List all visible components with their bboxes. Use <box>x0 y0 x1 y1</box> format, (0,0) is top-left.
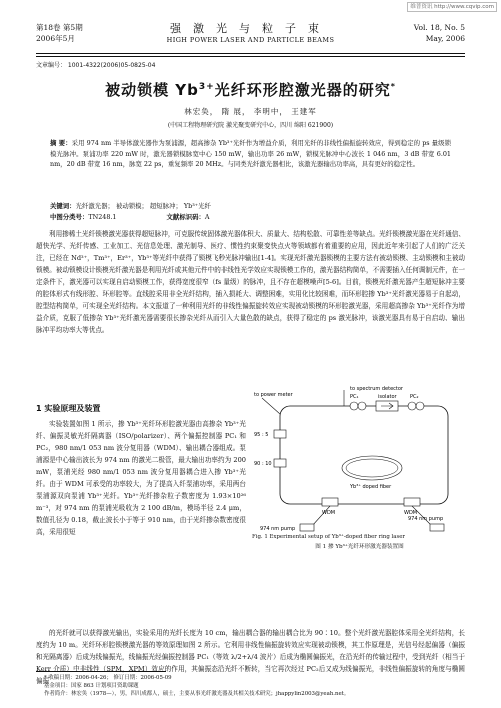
footnote-received: * 收稿日期：2006-04-26； 修订日期：2006-05-09 <box>44 675 172 681</box>
coupler-95-5 <box>274 430 286 438</box>
volume-en: Vol. 18, No. 5 <box>413 23 465 32</box>
paper-title <box>36 79 465 100</box>
abstract-label: 摘 要： <box>50 139 72 147</box>
label-wdm-right: WDM <box>404 510 418 516</box>
clc-value: TN248.1 <box>88 213 117 221</box>
intro-paragraph: 利用掺稀土光纤锁模激光器获得超短脉冲，可克服传统固体激光器体积大、质量大、结构松散、可靠性差等缺点。光纤锁模激光器在光纤通信、超快光学、光纤传感、工业加工、光信息处理、激光制导、医疗、惯性约束聚变快点火等领域都有着重要的应用，因此近年来引起了人们的广泛关注，已经在 Nd³⁺，Tm³⁺，Er³⁺，Yb³⁺等光纤中获得了锁模飞秒光脉冲输出[1-4]。实现光纤激光器锁模的主要方法有被动锁模、主动锁模和主被动锁模。被动锁模设计锁模光纤激光器是利用光纤或其他元件中的非线性光学效应实现锁模工作的，激光器结构简单，不需要插入任何调制元件，在一定条件下，激光器可以实现自启动锁模工作，获得宽度很窄（fs 量级）的脉冲，且不存在超模噪声[5-6]。目前，锁模光纤激光器产生超短脉冲主要的腔体形式有线形腔、环形腔等。直线腔采用非全光纤结构，插入损耗大、调整困难，实用化比较困难，而环形腔掺 Yb³⁺光纤激光器易于自起动，腔型结构简单，可实现全光纤结构。本文报道了一种利用光纤的非线性偏振旋转效应实现被动锁模的环形腔激光器，采用超高掺杂 Yb³⁺光纤作为增益介质，克服了低掺杂 Yb³⁺光纤激光器需要很长掺杂光纤从而引入大量色散的缺点，获得了稳定的 ps 激光脉冲，该激光器具有易于自启动、输出脉冲平均功率大等优点。 <box>36 230 466 335</box>
label-wdm-left: WDM <box>322 510 336 516</box>
setup-diagram <box>252 384 467 534</box>
journal-name-cn: 强激光与粒子束 <box>170 22 331 35</box>
label-power-meter: to power meter <box>254 392 293 398</box>
watermark-stamp: 维普资讯 http://www.cqvip.com <box>407 2 497 12</box>
label-spectrum: to spectrum detector <box>350 386 403 392</box>
classification-line <box>50 212 451 221</box>
title-sup: 3+ <box>198 82 215 92</box>
title-post: 光纤环形腔激光器的研究 <box>214 81 391 99</box>
coupler-90-10 <box>274 459 286 467</box>
pump-left-box <box>300 524 314 531</box>
pc1-symbol <box>350 402 358 410</box>
date-en: May, 2006 <box>425 34 465 43</box>
title-pre: 被动锁模 Yb <box>105 81 199 99</box>
header-right <box>414 22 465 44</box>
power-branch <box>262 398 280 414</box>
footnote-funding: 基金项目：国家 863 计划项目资助课题 <box>44 683 139 690</box>
doped-fiber-coil <box>342 456 402 480</box>
section-heading: 1 实验原理及装置 <box>36 404 101 413</box>
label-coupler-90-10: 90 : 10 <box>254 461 272 467</box>
author-list: 林宏奂， 隋 展， 李明中， 王建军 <box>184 107 317 116</box>
keywords-label: 关键词： <box>50 202 76 210</box>
figure-caption-en: Fig. 1 Experimental setup of Yb³⁺-doped fiber ring laser <box>252 534 405 540</box>
volume-cn: 第18卷 第5期 <box>36 23 83 32</box>
header-rule-thick <box>36 53 465 54</box>
pump-left-line <box>312 506 330 526</box>
label-pump-right: 974 nm pump <box>408 516 444 522</box>
full-width-text: 的光纤就可以获得激光输出，实验采用的光纤长度为 10 cm，输出耦合器的输出耦合比为 90∶10。整个光纤激光器腔体采用全光纤结构，长度约为 10 m。光纤环形腔锁模激光器的等效原理如图 2 所示。它利用非线性偏振旋转效应实现被动锁模，其工作原理是，光信号经起偏器（偏振和光隔离器）后成为线偏振光，线偏振光经偏振控制器 PC₁（等效 λ/2+λ/4 波片）后成为椭圆偏振光，在沿光纤的传输过程中，受到光纤（相当于 Kerr 介质）中非线性（SPM，XPM）效应的作用，其偏振态沿光纤不断转，当它再次经过 PC₂后又成为线偏振光，非线性偏振旋转的角度与椭圆偏振 <box>36 629 465 686</box>
pc1-symbol-b <box>358 402 366 410</box>
article-number: 文章编号： 1001-4322(2006)05-0825-04 <box>36 62 156 69</box>
left-column-text: 实验装置如图 1 所示，掺 Yb³⁺光纤环形腔激光器由高掺杂 Yb³⁺光纤、偏振灵敏光纤隔离器（ISO/polarizer）、两个偏振控制器 PC₁ 和 PC₂，980 nm/1 053 nm 波分复用器（WDM）、输出耦合器组成。泵浦源是中心输出波长为 974 nm 的激光二极管，最大输出功率约为 200 mW，泵浦光经 980 nm/1 053 nm 波分复用器耦合进入掺 Yb³⁺光纤。由于 WDM 可承受的功率较大，为了提高入纤泵浦功率，采用两台泵浦源双向泵浦 Yb³⁺光纤。Yb³⁺光纤掺杂粒子数密度为 1.93×10²⁶ m⁻³，对 974 nm 的泵浦光吸收为 2 100 dB/m，模场半径 2.4 μm，数值孔径为 0.18，截止波长小于等于 910 nm，由于光纤掺杂数密度很高，采用很短 <box>36 420 246 537</box>
figure-caption-cn: 图 1 掺 Yb³⁺光纤环形激光器装置图 <box>315 544 404 550</box>
abstract-text: 采用 974 nm 半导体激光器作为泵浦源，超高掺杂 Yb³⁺光纤作为增益介质，利用光纤的非线性偏振旋转效应，得到稳定的 ps 量级锁模光脉冲。泵浦功率 220 mW 时，激光器锁模脉宽中心 150 mW，输出功率 26 mW，锁模光脉冲中心波长 1 046 nm，3 dB 带宽 6.01 nm，20 dB 带宽 16 nm，脉宽 22 ps，重复频率 20 MHz。与同类光纤激光器相比，该激光器输出功率高，具有更好的稳定性。 <box>50 139 451 169</box>
label-isolator: isolator <box>378 394 397 400</box>
header-left <box>36 22 83 44</box>
keywords-text: 光纤激光器； 被动锁模； 超短脉冲； Yb³⁺光纤 <box>75 202 211 210</box>
doped-fiber-coil-inner <box>346 459 398 477</box>
abstract <box>50 138 451 170</box>
clc-label: 中图分类号： <box>50 213 89 221</box>
header-center <box>156 22 345 45</box>
pump-right-box <box>430 524 444 531</box>
footnote-rule <box>36 671 166 672</box>
label-doped-fiber: Yb³⁺ doped fiber <box>350 484 392 490</box>
title-mark: * <box>390 82 396 91</box>
footnote-author: 作者简介：林宏奂（1978—），男，四川成都人，硕士，主要从事光纤激光器及其相关技术研究；jhappylin2003@yeah.net。 <box>44 691 350 698</box>
pc2-symbol-b <box>416 402 424 410</box>
wdm-left-box <box>322 498 338 506</box>
label-pump-left: 974 nm pump <box>260 526 296 532</box>
label-pc2: PC₂ <box>410 394 419 400</box>
doc-code-value: A <box>204 213 210 221</box>
wdm-right-box <box>404 498 420 506</box>
label-coupler-95-5: 95 : 5 <box>254 432 269 438</box>
keywords <box>50 201 451 210</box>
header-rule-thin <box>36 56 465 57</box>
pc2-symbol <box>408 402 416 410</box>
doc-code-label: 文献标识码： <box>166 213 205 221</box>
label-pc1: PC₁ <box>350 394 359 400</box>
running-header <box>36 22 465 52</box>
affiliation: (中国工程物理研究院 激光聚变研究中心，四川 绵阳 621900) <box>167 122 334 129</box>
date-cn: 2006年5月 <box>36 34 75 43</box>
footnotes <box>44 674 465 699</box>
journal-name-en: HIGH POWER LASER AND PARTICLE BEAMS <box>166 36 335 44</box>
